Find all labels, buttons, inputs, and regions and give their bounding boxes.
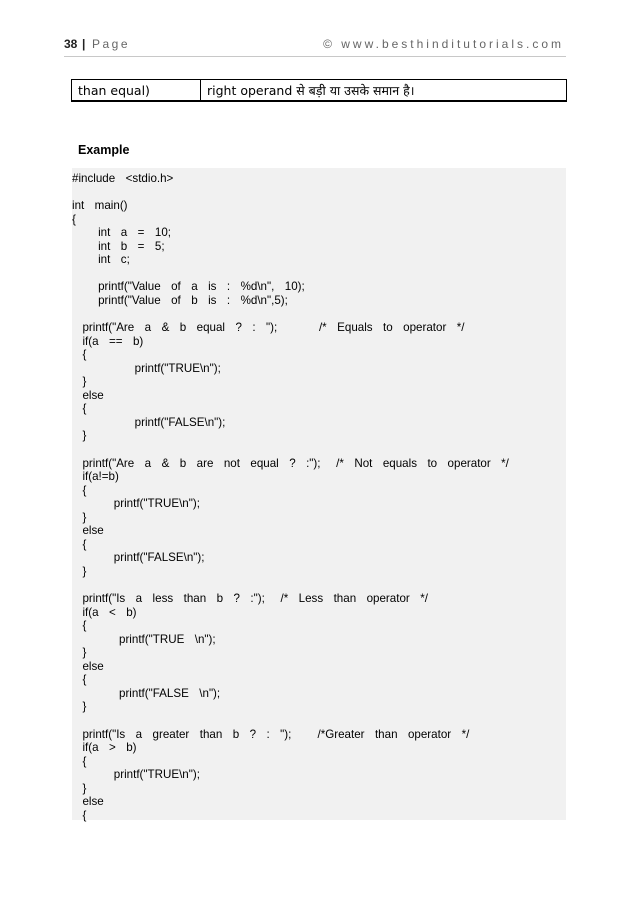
code-line: printf("TRUE\n");	[72, 361, 221, 375]
header-divider	[64, 56, 566, 57]
code-line: {	[72, 402, 87, 416]
code-line: {	[72, 808, 87, 822]
code-line: else	[72, 659, 104, 673]
code-line: int c;	[72, 253, 130, 267]
page-number: 38	[64, 37, 78, 51]
code-block	[72, 168, 566, 820]
page-label: Page	[92, 37, 131, 51]
code-line: printf("Are a & b are not equal ? :"); /* Not equals to operator */	[72, 456, 509, 470]
code-line: }	[72, 781, 87, 795]
code-line: printf("Are a & b equal ? : "); /* Equals to operator */	[72, 321, 465, 335]
code-line: {	[72, 619, 87, 633]
code-line: printf("Value of a is : %d\n", 10);	[72, 280, 305, 294]
code-line: printf("FALSE\n");	[72, 415, 226, 429]
code-line: {	[72, 483, 87, 497]
table-cell-meaning: right operand से बड़ी या उसके समान है।	[201, 80, 567, 102]
code-line: {	[72, 348, 87, 362]
code-line: #include <stdio.h>	[72, 172, 174, 185]
code-line: }	[72, 375, 87, 389]
code-line: {	[72, 673, 87, 687]
code-line: }	[72, 700, 87, 714]
code-line: printf("FALSE \n");	[72, 686, 221, 700]
code-line: else	[72, 388, 104, 402]
code-line: int b = 5;	[72, 239, 165, 253]
code-line: printf("Value of b is : %d\n",5);	[72, 293, 288, 307]
code-line: {	[72, 212, 76, 226]
code-line: else	[72, 524, 104, 538]
code-line: {	[72, 754, 87, 768]
code-line: }	[72, 510, 87, 524]
code-line: if(a!=b)	[72, 470, 119, 484]
code-line: printf("TRUE\n");	[72, 497, 200, 511]
page-header	[64, 37, 566, 53]
table-row	[72, 80, 567, 102]
code-line: }	[72, 564, 87, 578]
code-line: }	[72, 429, 87, 443]
site-watermark: © www.besthinditutorials.com	[323, 37, 564, 51]
code-line: if(a == b)	[72, 334, 144, 348]
code-line: if(a > b)	[72, 741, 137, 755]
table-cell-operator-desc: than equal)	[72, 80, 201, 102]
code-line: int a = 10;	[72, 226, 172, 240]
code-line: else	[72, 795, 104, 809]
code-line: if(a < b)	[72, 605, 137, 619]
example-heading: Example	[78, 143, 130, 157]
code-line: int main()	[72, 199, 128, 213]
code-line: printf("TRUE\n");	[72, 768, 200, 782]
operator-table	[71, 79, 567, 102]
code-line: printf("Is a greater than b ? : "); /*Greater than operator */	[72, 727, 470, 741]
code-line: printf("FALSE\n");	[72, 551, 205, 565]
code-line: }	[72, 646, 87, 660]
code-line: {	[72, 537, 87, 551]
code-line: printf("Is a less than b ? :"); /* Less than operator */	[72, 592, 428, 606]
page-separator: |	[82, 37, 86, 51]
code-line: printf("TRUE \n");	[72, 632, 216, 646]
